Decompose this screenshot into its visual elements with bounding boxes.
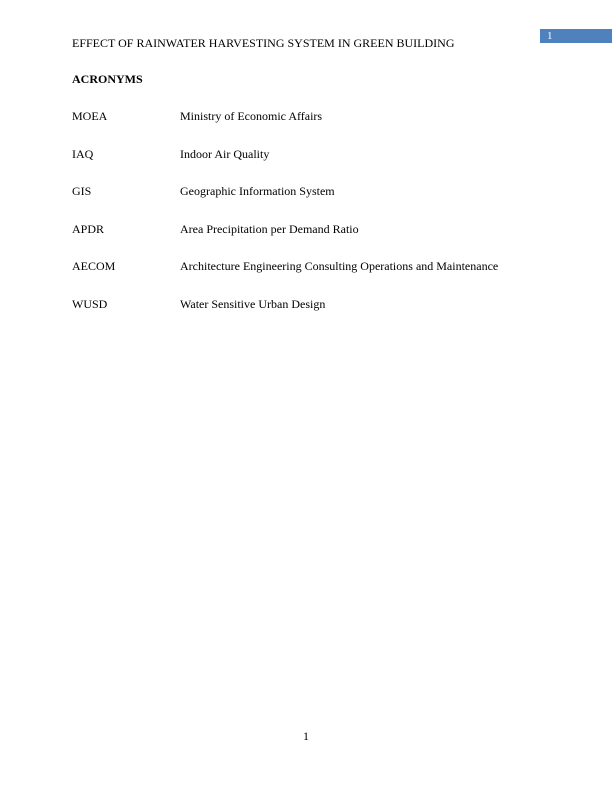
acronym-definition: Architecture Engineering Consulting Operations and Maintenance <box>180 259 499 274</box>
acronym-abbreviation: GIS <box>72 184 92 199</box>
acronym-row-moea <box>72 109 552 147</box>
acronym-definition: Water Sensitive Urban Design <box>180 296 326 311</box>
running-header-title: EFFECT OF RAINWATER HARVESTING SYSTEM IN GREEN BUILDING <box>72 36 455 50</box>
acronyms-heading: ACRONYMS <box>72 72 143 86</box>
acronym-definition: Indoor Air Quality <box>180 146 270 161</box>
acronym-row-gis <box>72 184 552 222</box>
acronym-abbreviation: MOEA <box>72 109 108 123</box>
acronym-row-iaq <box>72 147 552 185</box>
acronym-definition: Area Precipitation per Demand Ratio <box>180 221 359 236</box>
acronym-abbreviation: APDR <box>72 221 105 236</box>
acronym-definition: Geographic Information System <box>180 184 335 199</box>
acronym-row-wusd <box>72 297 552 335</box>
acronym-abbreviation: AECOM <box>72 259 116 274</box>
acronym-list <box>72 109 552 335</box>
page-number-badge: 1 <box>540 29 612 43</box>
acronym-abbreviation: IAQ <box>72 146 94 161</box>
page-footer-number: 1 <box>303 729 309 743</box>
acronym-row-aecom <box>72 259 552 297</box>
acronym-abbreviation: WUSD <box>72 296 108 311</box>
acronym-row-apdr <box>72 222 552 260</box>
acronym-definition: Ministry of Economic Affairs <box>180 109 323 123</box>
